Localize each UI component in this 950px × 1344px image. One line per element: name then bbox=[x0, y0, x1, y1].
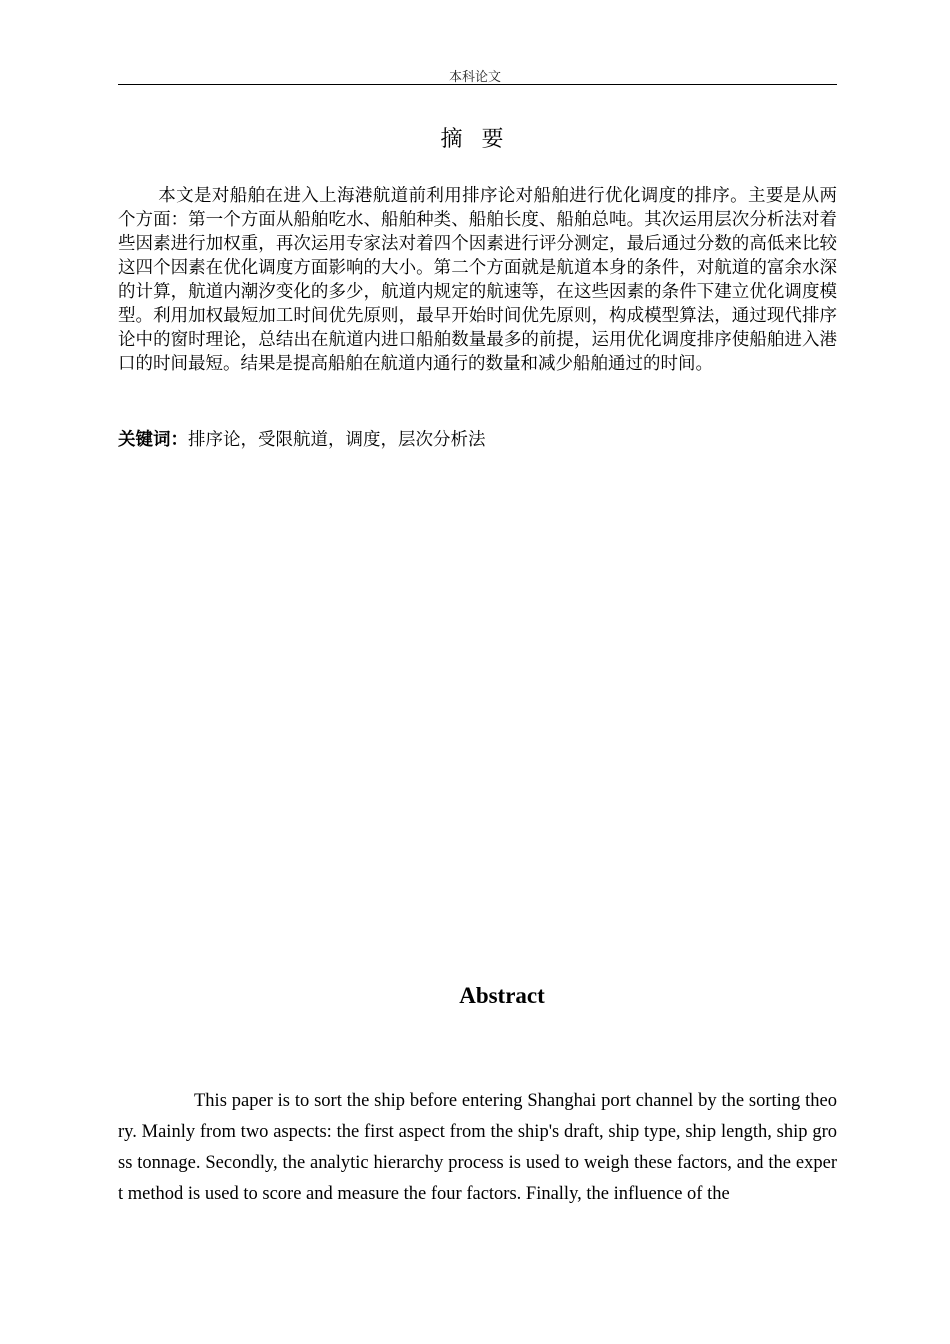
running-header: 本科论文 bbox=[448, 70, 501, 85]
keywords-line bbox=[118, 428, 837, 452]
header-rule bbox=[118, 84, 837, 85]
abstract-cn-paragraph: 本文是对船舶在进入上海港航道前利用排序论对船舶进行优化调度的排序。主要是从两个方面：第一个方面从船舶吃水、船舶种类、船舶长度、船舶总吨。其次运用层次分析法对着些因素进行加权重，再次运用专家法对着四个因素进行评分测定，最后通过分数的高低来比较这四个因素在优化调度方面影响的大小。第二个方面就是航道本身的条件，对航道的富余水深的计算，航道内潮汐变化的多少，航道内规定的航速等，在这些因素的条件下建立优化调度模型。利用加权最短加工时间优先原则，最早开始时间优先原则，构成模型算法，通过现代排序论中的窗时理论，总结出在航道内进口船舶数量最多的前提，运用优化调度排序使船舶进入港口的时间最短。结果是提高船舶在航道内通行的数量和减少船舶通过的时间。 bbox=[118, 186, 837, 374]
abstract-en-title: Abstract bbox=[459, 983, 545, 1008]
abstract-en-paragraph: This paper is to sort the ship before entering Shanghai port channel by the sorting theory. Mainly from two aspects: the first aspect from the ship's draft, ship type, ship length, ship gross tonnage. Secondly, the analytic hierarchy process is used to weigh these factors, and the expert method is used to score and measure the four factors. Finally, the influence of the bbox=[118, 1091, 837, 1204]
abstract-cn-title: 摘 要 bbox=[440, 127, 510, 152]
keywords-value: 排序论，受限航道，调度，层次分析法 bbox=[188, 430, 486, 450]
keywords-label: 关键词： bbox=[118, 430, 188, 450]
